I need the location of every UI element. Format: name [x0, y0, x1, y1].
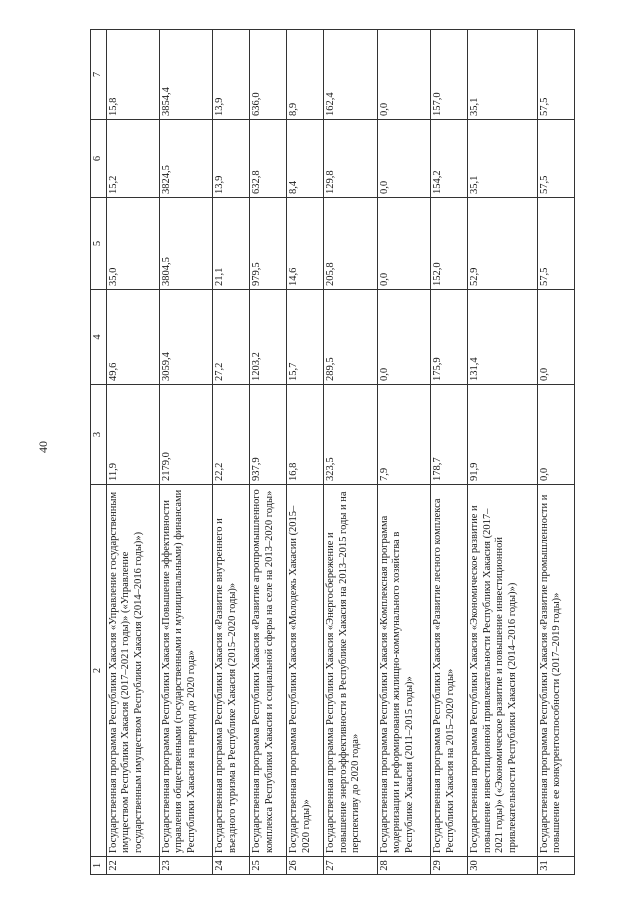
value-col-3: 91,9 [468, 385, 538, 485]
value-col-7: 8,9 [287, 30, 324, 120]
value-col-7: 3854,4 [159, 30, 212, 120]
program-name: Государственная программа Республики Хакасия «Развитие агропромышленного комплекса Республики Хакасия и социальной сферы на селе на 2013–2020 годы» [250, 485, 287, 857]
program-name: Государственная программа Республики Хакасия «Молодежь Хакасии (2015–2020 годы)» [287, 485, 324, 857]
row-number: 23 [159, 857, 212, 875]
budget-table-container [90, 30, 575, 875]
row-number: 24 [213, 857, 250, 875]
table-row [213, 30, 250, 875]
value-col-5: 57,5 [537, 198, 574, 290]
value-col-5: 3804,5 [159, 198, 212, 290]
value-col-6: 154,2 [431, 120, 468, 198]
program-name: Государственная программа Республики Хакасия «Комплексная программа модернизации и реформирования жилищно-коммунального хозяйства в Республике Хакасия (2011–2015 годы)» [377, 485, 430, 857]
value-col-6: 57,5 [537, 120, 574, 198]
table-row [324, 30, 377, 875]
program-name: Государственная программа Республики Хакасия «Управление государственным имуществом Республики Хакасия (2017–2021 годы)» («Управление государственным имуществом Республики Хакасия (2014–2016 годы)») [106, 485, 159, 857]
value-col-4: 15,7 [287, 290, 324, 385]
value-col-4: 0,0 [377, 290, 430, 385]
header-row [91, 30, 107, 875]
value-col-3: 7,9 [377, 385, 430, 485]
table-row [468, 30, 538, 875]
row-number: 28 [377, 857, 430, 875]
program-name: Государственная программа Республики Хакасия «Энергосбережение и повышение энергоэффективности в Республике Хакасия на 2013–2015 годы и на перспективу до 2020 года» [324, 485, 377, 857]
program-name: Государственная программа Республики Хакасия «Повышение эффективности управления общественными (государственными и муниципальными) финансами Республики Хакасия на период до 2020 года» [159, 485, 212, 857]
value-col-5: 152,0 [431, 198, 468, 290]
table-row [537, 30, 574, 875]
value-col-3: 0,0 [537, 385, 574, 485]
value-col-5: 35,0 [106, 198, 159, 290]
table-row [159, 30, 212, 875]
table-row [250, 30, 287, 875]
value-col-7: 157,0 [431, 30, 468, 120]
value-col-6: 0,0 [377, 120, 430, 198]
row-number: 27 [324, 857, 377, 875]
value-col-5: 0,0 [377, 198, 430, 290]
value-col-6: 13,9 [213, 120, 250, 198]
value-col-7: 162,4 [324, 30, 377, 120]
value-col-5: 14,6 [287, 198, 324, 290]
program-name: Государственная программа Республики Хакасия «Экономическое развитие и повышение инвестиционной привлекательности Республики Хакасия (2017–2021 годы)» («Экономическое развитие и повышение инвестиционной привлекательности Республики Хакасия (2014–2016 годы)») [468, 485, 538, 857]
value-col-3: 323,5 [324, 385, 377, 485]
value-col-7: 636,0 [250, 30, 287, 120]
value-col-5: 979,5 [250, 198, 287, 290]
value-col-4: 3059,4 [159, 290, 212, 385]
program-name: Государственная программа Республики Хакасия «Развитие внутреннего и въездного туризма в Республике Хакасия (2015–2020 годы)» [213, 485, 250, 857]
value-col-4: 0,0 [537, 290, 574, 385]
value-col-4: 1203,2 [250, 290, 287, 385]
program-name: Государственная программа Республики Хакасия «Развитие лесного комплекса Республики Хакасия на 2015–2020 годы» [431, 485, 468, 857]
value-col-3: 16,8 [287, 385, 324, 485]
value-col-7: 57,5 [537, 30, 574, 120]
table-row [106, 30, 159, 875]
row-number: 25 [250, 857, 287, 875]
value-col-4: 49,6 [106, 290, 159, 385]
row-number: 26 [287, 857, 324, 875]
header-col-7: 7 [91, 30, 107, 120]
header-col-5: 5 [91, 198, 107, 290]
header-col-4: 4 [91, 290, 107, 385]
value-col-7: 35,1 [468, 30, 538, 120]
value-col-6: 3824,5 [159, 120, 212, 198]
value-col-5: 52,9 [468, 198, 538, 290]
value-col-3: 937,9 [250, 385, 287, 485]
value-col-6: 15,2 [106, 120, 159, 198]
header-col-6: 6 [91, 120, 107, 198]
value-col-4: 175,9 [431, 290, 468, 385]
row-number: 22 [106, 857, 159, 875]
program-name: Государственная программа Республики Хакасия «Развитие промышленности и повышение ее конкурентоспособности (2017–2019 годы)» [537, 485, 574, 857]
value-col-3: 22,2 [213, 385, 250, 485]
row-number: 30 [468, 857, 538, 875]
value-col-7: 15,8 [106, 30, 159, 120]
value-col-6: 129,8 [324, 120, 377, 198]
page-number: 40 [36, 441, 50, 453]
value-col-5: 21,1 [213, 198, 250, 290]
value-col-7: 0,0 [377, 30, 430, 120]
value-col-4: 289,5 [324, 290, 377, 385]
value-col-3: 2179,0 [159, 385, 212, 485]
value-col-3: 178,7 [431, 385, 468, 485]
table-row [287, 30, 324, 875]
value-col-6: 8,4 [287, 120, 324, 198]
header-col-2: 2 [91, 485, 107, 857]
value-col-7: 13,9 [213, 30, 250, 120]
value-col-4: 131,4 [468, 290, 538, 385]
header-col-1: 1 [91, 857, 107, 875]
header-col-3: 3 [91, 385, 107, 485]
row-number: 31 [537, 857, 574, 875]
value-col-6: 35,1 [468, 120, 538, 198]
table-row [377, 30, 430, 875]
budget-table [90, 29, 575, 875]
table-row [431, 30, 468, 875]
value-col-6: 632,8 [250, 120, 287, 198]
value-col-5: 205,8 [324, 198, 377, 290]
row-number: 29 [431, 857, 468, 875]
value-col-3: 11,9 [106, 385, 159, 485]
value-col-4: 27,2 [213, 290, 250, 385]
